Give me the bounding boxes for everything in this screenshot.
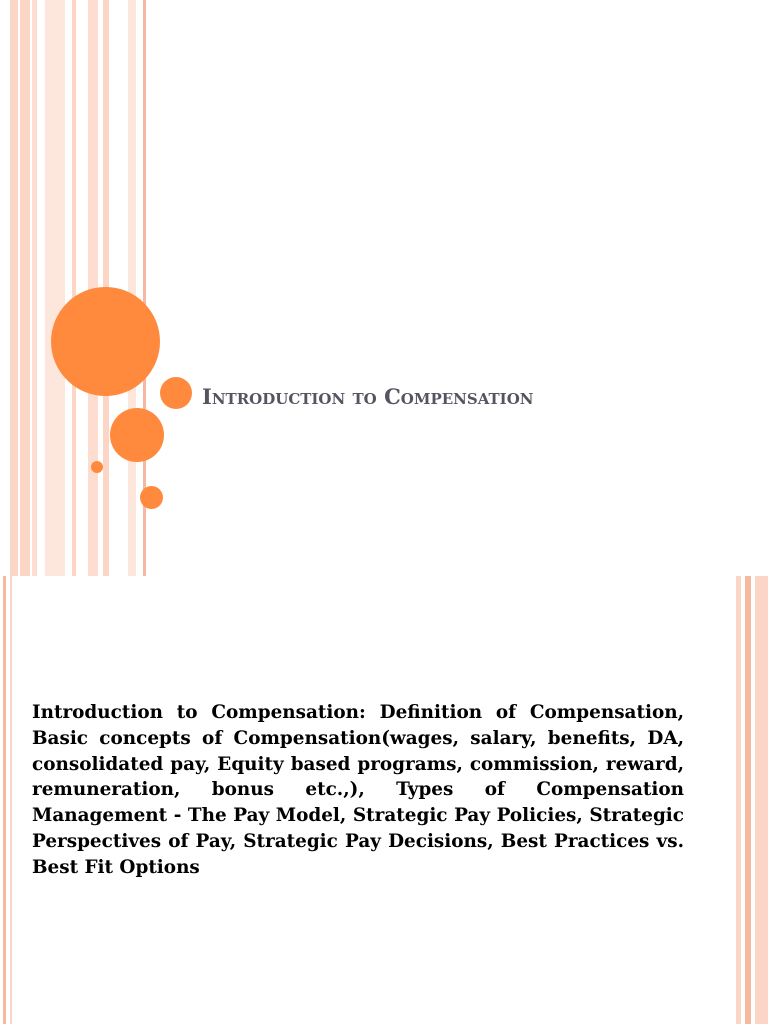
small-orange-circle (160, 377, 192, 409)
decorative-stripe (10, 0, 18, 576)
decorative-stripe (736, 576, 741, 1024)
decorative-stripe (755, 576, 768, 1024)
small-orange-circle (140, 486, 163, 509)
slide-title: Introduction to Compensation (202, 384, 534, 409)
large-orange-circle (51, 287, 160, 396)
decorative-stripe (32, 0, 37, 576)
decorative-stripe (72, 0, 76, 576)
decorative-stripe (3, 576, 6, 1024)
decorative-stripe (45, 0, 65, 576)
tiny-orange-circle (91, 461, 103, 473)
decorative-stripe (10, 576, 12, 1024)
decorative-stripe (128, 0, 136, 576)
slide-body-text: Introduction to Compensation: Definition of Compensation, Basic concepts of Compensation(wages, salary, benefits, DA, consolidated pay, Equity based programs, commission, reward, remuneration, bonus etc.,), Types of Compensation Management - The Pay Model, Strategic Pay Policies, Strategic Perspectives of Pay, Strategic Pay Decisions, Best Practices vs. Best Fit Options (32, 702, 684, 878)
decorative-stripe (745, 576, 751, 1024)
decorative-stripe (20, 0, 30, 576)
medium-orange-circle (110, 408, 164, 462)
